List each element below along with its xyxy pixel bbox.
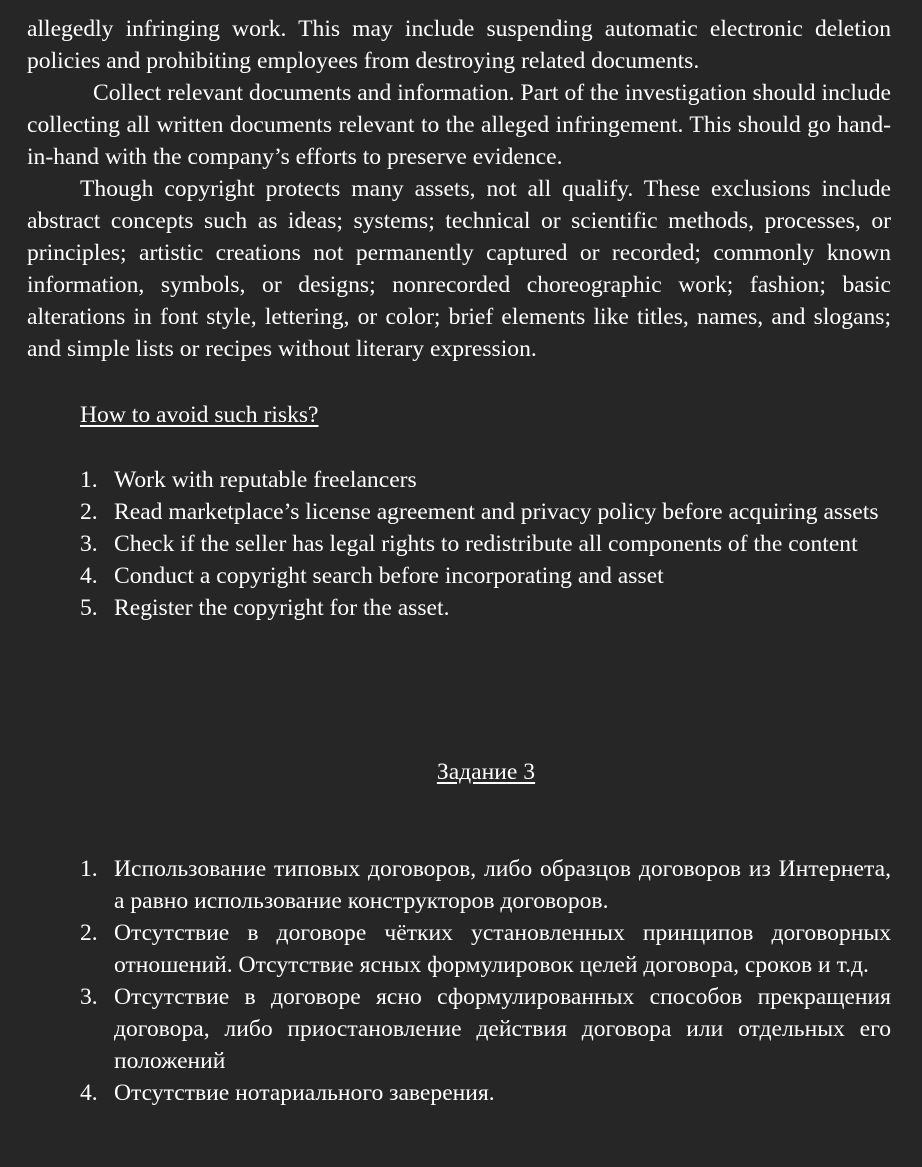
list-item-text: Check if the seller has legal rights to redistribute all components of the content (114, 531, 858, 557)
list-number: 4. (80, 1080, 98, 1106)
list-number: 1. (80, 856, 98, 882)
list-item-text: Read marketplace’s license agreement and privacy policy before acquiring assets (114, 499, 879, 525)
list-number: 2. (80, 920, 98, 946)
list-item-text: Conduct a copyright search before incorporating and asset (114, 563, 664, 589)
list-item (80, 981, 891, 1077)
numbered-list (80, 853, 891, 1109)
list-item-text: Отсутствие нотариального заверения. (114, 1080, 495, 1106)
task-title-text: Задание 3 (436, 759, 536, 785)
list-item (80, 853, 891, 917)
list-item (80, 1077, 891, 1109)
list-item (80, 528, 891, 560)
list-number: 1. (80, 467, 98, 493)
list-item-text: Register the copyright for the asset. (114, 595, 450, 621)
list-item-text: Отсутствие в договоре ясно сформулированных способов прекращения договора, либо приостановление действия договора или отдельных его положений (114, 984, 891, 1074)
paragraph: allegedly infringing work. This may include suspending automatic electronic deletion policies and prohibiting employees from destroying related documents. (27, 16, 891, 74)
list-number: 3. (80, 531, 98, 557)
section-heading: How to avoid such risks? (80, 402, 319, 428)
list-number: 3. (80, 984, 98, 1010)
list-item (80, 464, 891, 496)
list-item (80, 560, 891, 592)
paragraph: Though copyright protects many assets, not all qualify. These exclusions include abstract concepts such as ideas; systems; technical or scientific methods, processes, or principles; artistic creations not permanently captured or recorded; commonly known information, symbols, or designs; nonrecorded choreographic work; fashion; basic alterations in font style, lettering, or color; brief elements like titles, names, and slogans; and simple lists or recipes without literary expression. (27, 176, 891, 362)
list-item (80, 592, 891, 624)
list-item-text: Work with reputable freelancers (114, 467, 417, 493)
paragraph: Collect relevant documents and information. Part of the investigation should include collecting all written documents relevant to the alleged infringement. This should go hand-in-hand with the company’s efforts to preserve evidence. (27, 80, 891, 170)
list-item (80, 496, 891, 528)
task-title (0, 756, 922, 788)
list-item (80, 917, 891, 981)
list-item-text: Отсутствие в договоре чётких установленных принципов договорных отношений. Отсутствие ясных формулировок целей договора, сроков и т.д. (114, 920, 891, 978)
list-item-text: Использование типовых договоров, либо образцов договоров из Интернета, а равно использование конструкторов договоров. (114, 856, 891, 914)
list-number: 4. (80, 563, 98, 589)
list-number: 5. (80, 595, 98, 621)
list-number: 2. (80, 499, 98, 525)
numbered-list (80, 464, 891, 624)
body-text (27, 13, 891, 365)
